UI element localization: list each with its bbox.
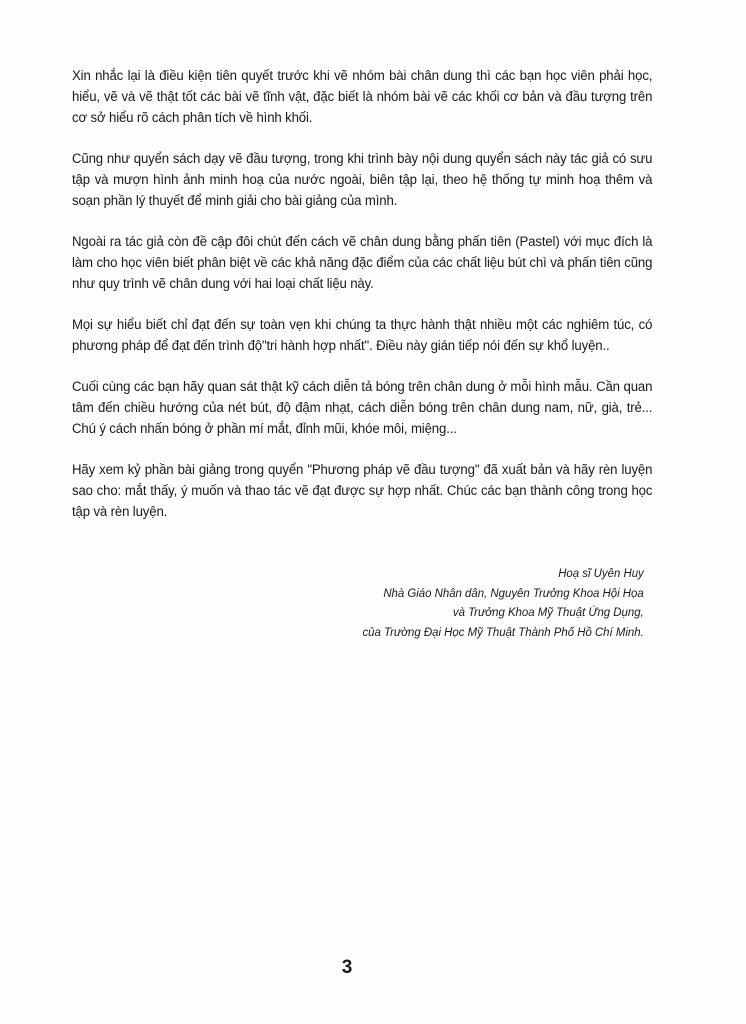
author-title-line-2: và Trưởng Khoa Mỹ Thuật Ứng Dụng, (453, 605, 644, 619)
paragraph-3: Ngoài ra tác giả còn đề cập đôi chút đến cách vẽ chân dung bằng phấn tiên (Pastel) với mục đích là làm cho học viên biết phân biệt về các khả năng đặc điểm của các chất liệu bút chì và phấn tiên cũng như quy trình vẽ chân dung với hai loại chất liệu này. (72, 234, 653, 292)
paragraph-4: Mọi sự hiểu biết chỉ đạt đến sự toàn vẹn khi chúng ta thực hành thật nhiều một các nghiêm túc, có phương pháp để đạt đến trình độ"tri hành hợp nhất". Điều này gián tiếp nói đến sự khổ luyện.. (72, 317, 653, 354)
paragraph-6: Hãy xem kỷ phần bài giảng trong quyển "Phương pháp vẽ đầu tượng" đã xuất bản và hãy rèn luyện sao cho: mắt thấy, ý muốn và thao tác vẽ đạt được sự hợp nhất. Chúc các bạn thành công trong học tập và rèn luyện. (72, 462, 653, 520)
body-text (72, 66, 652, 543)
author-name: Hoạ sĩ Uyên Huy (558, 566, 644, 580)
page-number: 3 (341, 957, 353, 978)
paragraph-5: Cuối cùng các bạn hãy quan sát thật kỹ cách diễn tả bóng trên chân dung ở mỗi hình mẫu. Cần quan tâm đến chiều hướng của nét bút, độ đậm nhạt, cách diễn bóng trên chân dung nam, nữ, già, trẻ... Chú ý cách nhấn bóng ở phần mí mắt, đỉnh mũi, khóe môi, miệng... (72, 379, 653, 437)
paragraph-1: Xin nhắc lại là điều kiện tiên quyết trước khi vẽ nhóm bài chân dung thì các bạn học viên phải học, hiểu, vẽ và vẽ thật tốt các bài vẽ tĩnh vật, đặc biết là nhóm bài vẽ các khối cơ bản và đầu tượng trên cơ sở hiểu rõ cách phân tích về hình khối. (72, 68, 653, 126)
paragraph-2: Cũng như quyển sách dạy vẽ đầu tượng, trong khi trình bày nội dung quyển sách này tác giả có sưu tập và mượn hình ảnh minh hoạ của nước ngoài, biên tập lại, theo hệ thống tự minh hoạ thêm và soạn phần lý thuyết để minh giải cho bài giảng của mình. (72, 151, 653, 209)
author-title-line-3: của Trường Đại Học Mỹ Thuật Thành Phố Hồ Chí Minh. (362, 624, 644, 639)
author-signature-block (363, 564, 644, 642)
author-title-line-1: Nhà Giáo Nhân dân, Nguyên Trưởng Khoa Hội Họa (383, 585, 644, 600)
